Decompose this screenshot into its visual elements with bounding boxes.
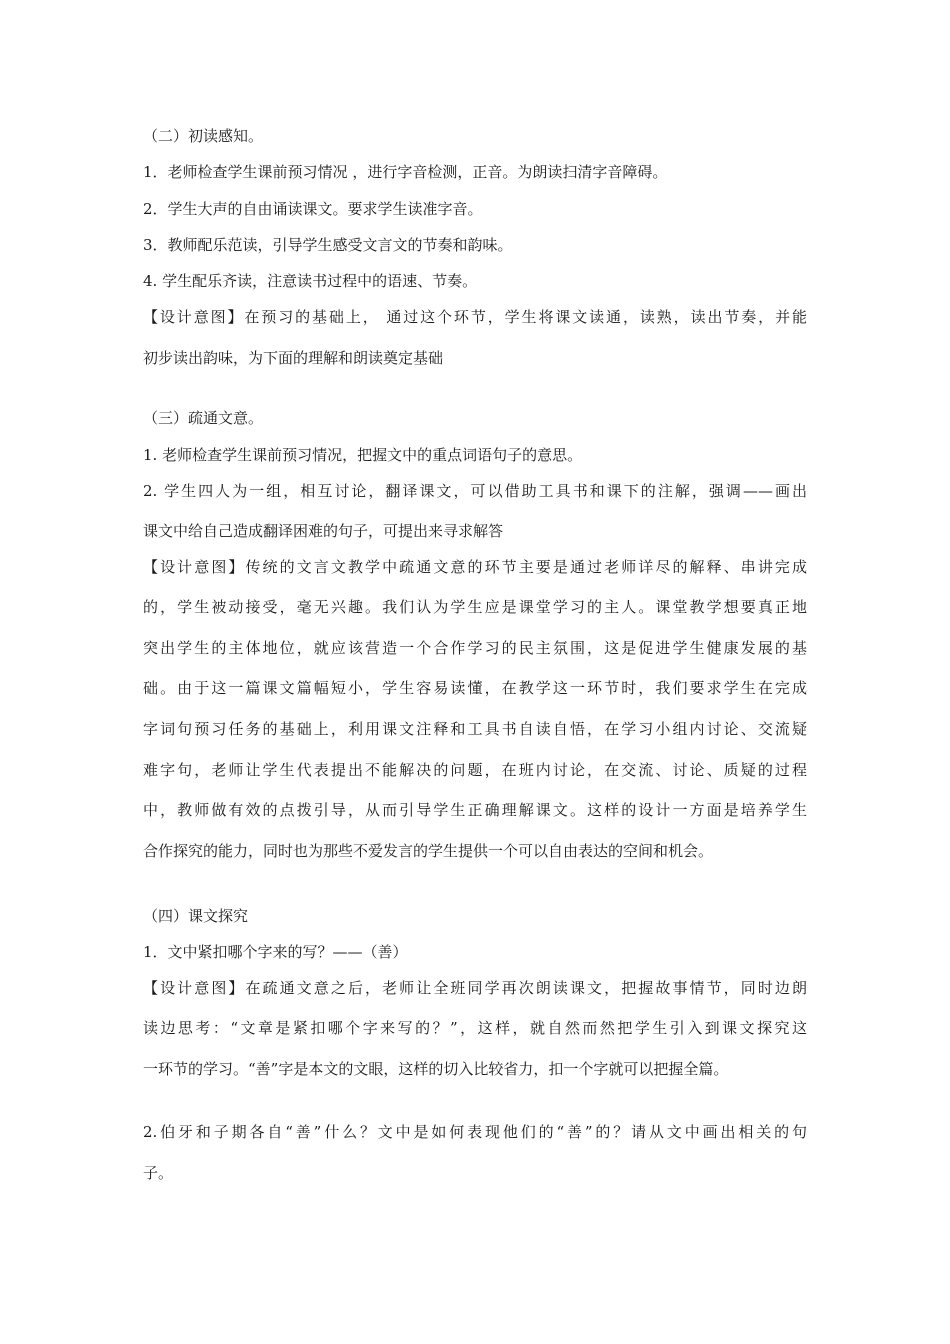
list-item: 1. 老师检查学生课前预习情况，把握文中的重点词语句子的意思。	[143, 446, 583, 464]
list-item: 2. 学生四人为一组，相互讨论，翻译课文，可以借助工具书和课下的注解，强调——画出	[143, 482, 807, 500]
design-intent-line: 字词句预习任务的基础上，利用课文注释和工具书自读自悟，在学习小组内讨论、交流疑	[143, 720, 807, 738]
design-intent-line: 初步读出韵味，为下面的理解和朗读奠定基础	[143, 349, 444, 367]
design-intent-line: 中，教师做有效的点拨引导，从而引导学生正确理解课文。这样的设计一方面是培养学生	[143, 801, 807, 819]
section-heading: （三）疏通文意。	[143, 409, 264, 427]
design-intent-line: 【设计意图】在预习的基础上， 通过这个环节，学生将课文读通，读熟，读出节奏，并能	[143, 308, 807, 326]
design-intent-line: 【设计意图】在疏通文意之后，老师让全班同学再次朗读课文，把握故事情节，同时边朗	[143, 979, 807, 997]
design-intent-line: 的，学生被动接受，毫无兴趣。我们认为学生应是课堂学习的主人。课堂教学想要真正地	[143, 598, 807, 616]
list-item: 1．老师检查学生课前预习情况 ，进行字音检测，正音。为朗读扫清字音障碍。	[143, 163, 668, 181]
list-item: 1．文中紧扣哪个字来的写？——（善）	[143, 943, 408, 961]
design-intent-line: 【设计意图】传统的文言文教学中疏通文意的环节主要是通过老师详尽的解释、串讲完成	[143, 558, 807, 576]
question-line: 子。	[143, 1164, 174, 1182]
design-intent-line: 难字句，老师让学生代表提出不能解决的问题，在班内讨论，在交流、讨论、质疑的过程	[143, 761, 807, 779]
design-intent-line: 读边思考：“文章是紧扣哪个字来写的？”，这样，就自然而然把学生引入到课文探究这	[143, 1019, 807, 1037]
list-item-continued: 课文中给自己造成翻译困难的句子，可提出来寻求解答	[143, 522, 504, 540]
section-heading: （四）课文探究	[143, 907, 249, 925]
design-intent-line: 突出学生的主体地位，就应该营造一个合作学习的民主氛围，这是促进学生健康发展的基	[143, 639, 807, 657]
design-intent-line: 础。由于这一篇课文篇幅短小，学生容易读懂，在教学这一环节时，我们要求学生在完成	[143, 679, 807, 697]
design-intent-line: 一环节的学习。“善”字是本文的文眼，这样的切入比较省力，扣一个字就可以把握全篇。	[143, 1060, 729, 1078]
section-heading: （二）初读感知。	[143, 127, 264, 145]
list-item: 4. 学生配乐齐读，注意读书过程中的语速、节奏。	[143, 272, 478, 290]
list-item: 2．学生大声的自由诵读课文。要求学生读准字音。	[143, 200, 483, 218]
list-item: 3．教师配乐范读，引导学生感受文言文的节奏和韵味。	[143, 236, 513, 254]
question-line: 2.伯牙和子期各自“善”什么？文中是如何表现他们的“善”的？请从文中画出相关的句	[143, 1123, 807, 1141]
design-intent-line: 合作探究的能力，同时也为那些不爱发言的学生提供一个可以自由表达的空间和机会。	[143, 842, 714, 860]
